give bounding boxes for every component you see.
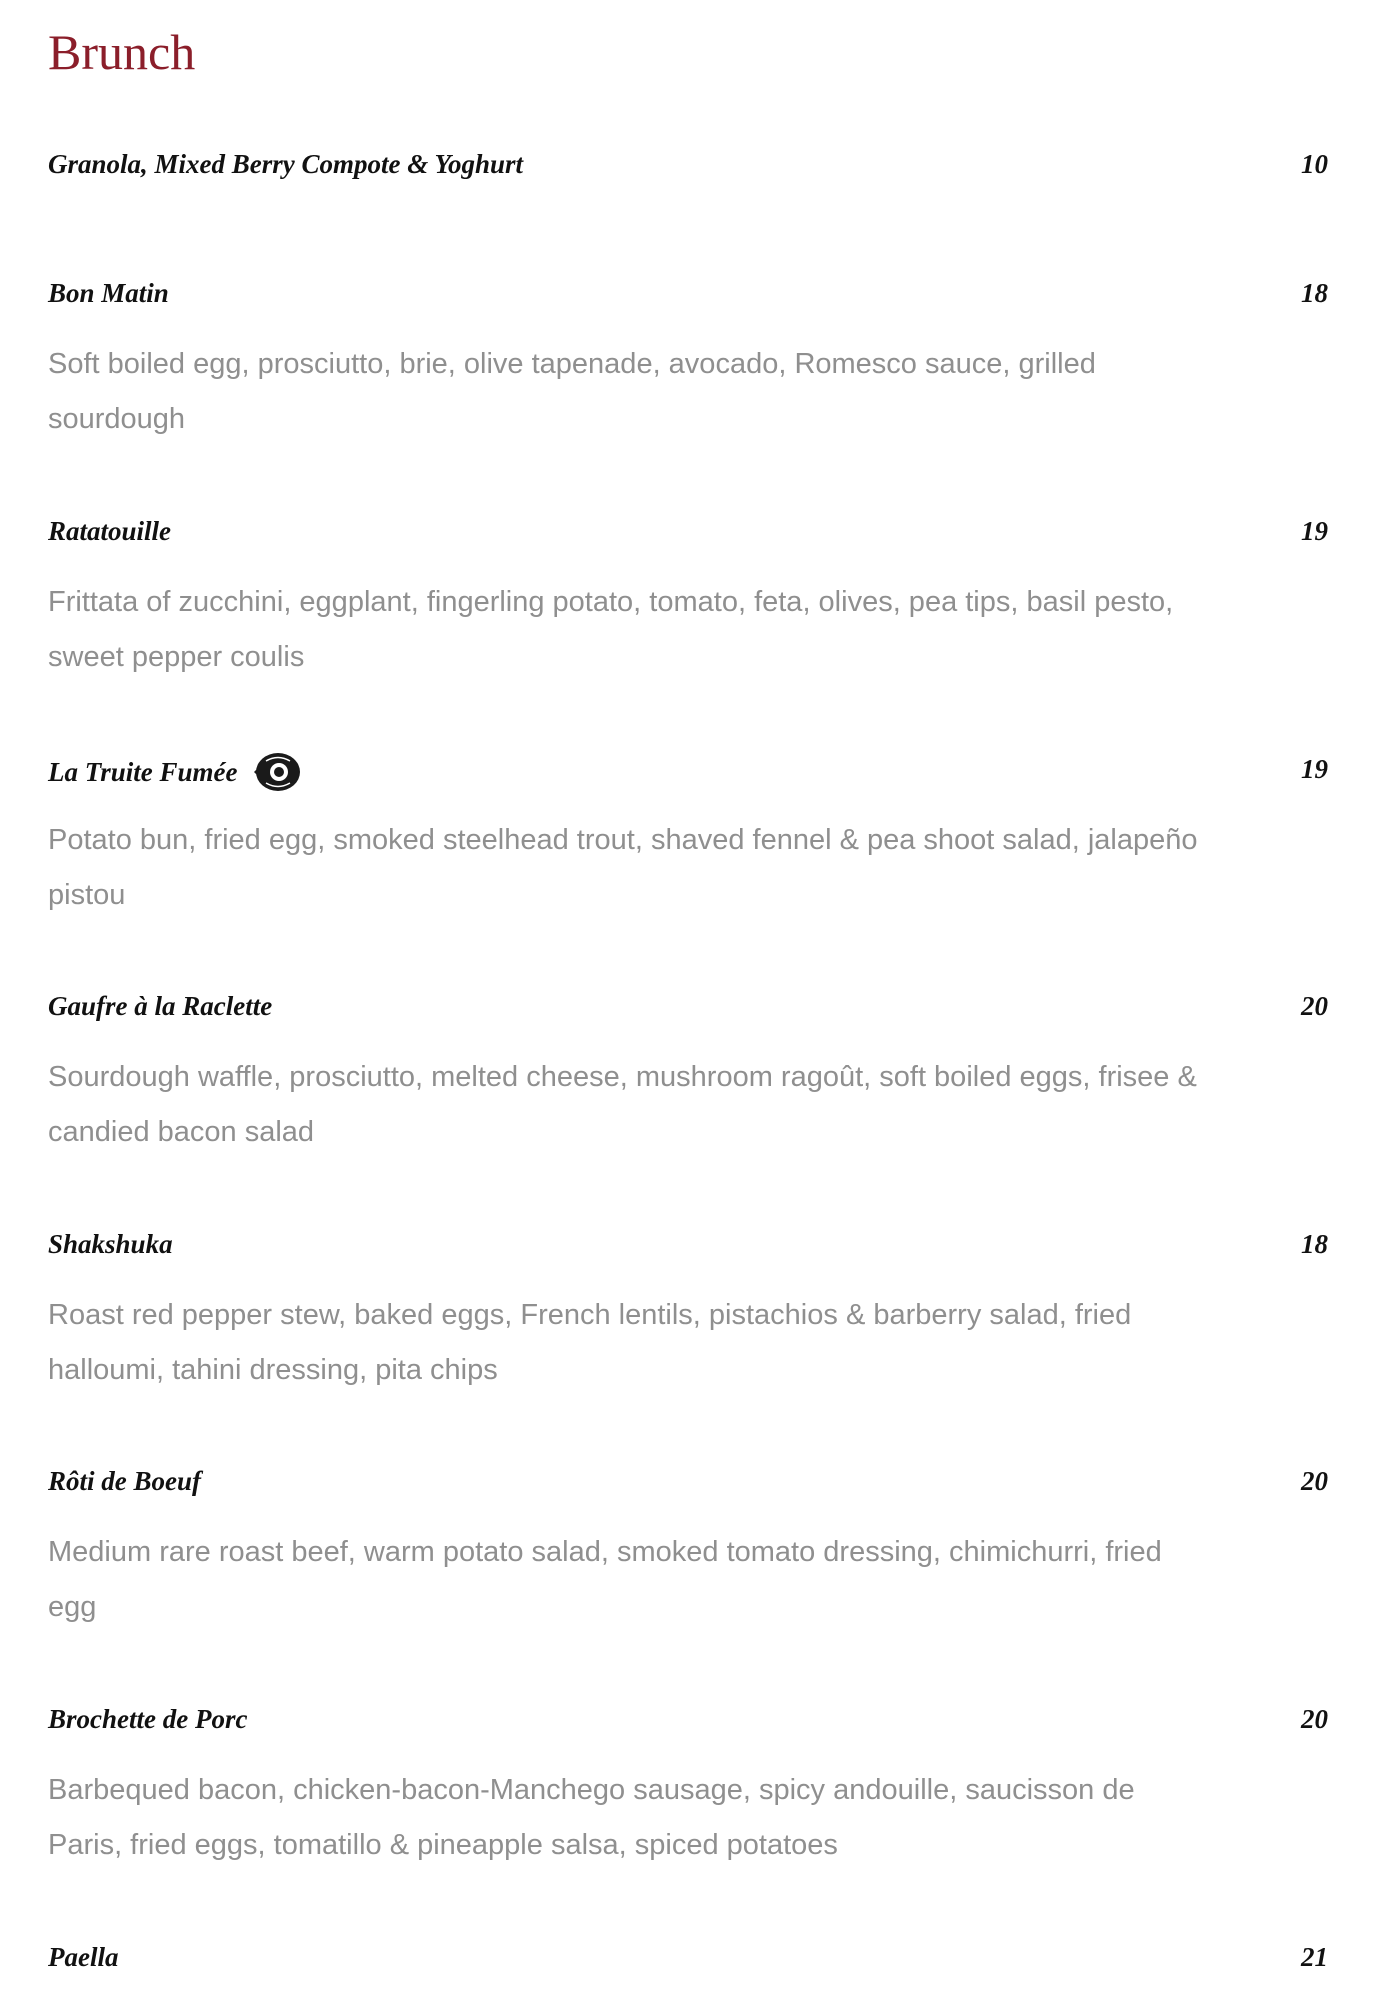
item-description: Roast red pepper stew, baked eggs, French lentils, pistachios & barberry salad, fried halloumi, tahini dressing, pita chips: [48, 1299, 1132, 1386]
item-price: 19: [1301, 754, 1328, 784]
menu-item-shakshuka: [48, 1226, 1328, 1386]
item-name: Bon Matin: [48, 278, 169, 308]
item-name: Brochette de Porc: [48, 1704, 248, 1734]
menu-page: [48, 0, 1328, 2000]
menu-item-gaufre-a-la-raclette: [48, 988, 1328, 1148]
item-name: Ratatouille: [48, 516, 172, 546]
item-description: Potato bun, fried egg, smoked steelhead trout, shaved fennel & pea shoot salad, jalapeño pistou: [48, 824, 1198, 911]
menu-item-ratatouille: [48, 513, 1328, 673]
item-price: 20: [1301, 1704, 1328, 1734]
item-price: 10: [1301, 149, 1328, 179]
item-price: 18: [1301, 1229, 1328, 1259]
item-name: Shakshuka: [48, 1229, 173, 1259]
item-name: La Truite Fumée: [48, 751, 302, 793]
menu-item-brochette-de-porc: [48, 1701, 1328, 1861]
item-description: Frittata of zucchini, eggplant, fingerling potato, tomato, feta, olives, pea tips, basil pesto, sweet pepper coulis: [48, 586, 1174, 673]
item-description: Soft boiled egg, prosciutto, brie, olive tapenade, avocado, Romesco sauce, grilled sourdough: [48, 348, 1096, 435]
menu-title: Brunch: [48, 24, 196, 80]
menu-item-paella: [48, 1939, 1328, 1975]
item-price: 21: [1301, 1942, 1328, 1972]
item-price: 19: [1301, 516, 1328, 546]
menu-item-granola: [48, 146, 1328, 182]
item-description: Barbequed bacon, chicken-bacon-Manchego sausage, spicy andouille, saucisson de Paris, fried eggs, tomatillo & pineapple salsa, spiced potatoes: [48, 1774, 1135, 1861]
item-description: Medium rare roast beef, warm potato salad, smoked tomato dressing, chimichurri, fried egg: [48, 1536, 1162, 1623]
item-name: Granola, Mixed Berry Compote & Yoghurt: [48, 149, 524, 179]
menu-item-roti-de-boeuf: [48, 1463, 1328, 1623]
item-price: 18: [1301, 278, 1328, 308]
item-price: 20: [1301, 1466, 1328, 1496]
item-name: Gaufre à la Raclette: [48, 991, 273, 1021]
item-price: 20: [1301, 991, 1328, 1021]
item-name: Rôti de Boeuf: [48, 1466, 201, 1496]
menu-item-bon-matin: [48, 275, 1328, 435]
ocean-wise-fish-icon: [252, 751, 302, 793]
item-description: Sourdough waffle, prosciutto, melted cheese, mushroom ragoût, soft boiled eggs, frisee & candied bacon salad: [48, 1061, 1197, 1148]
menu-item-la-truite-fumee: [48, 751, 1328, 911]
item-name: Paella: [48, 1942, 119, 1972]
